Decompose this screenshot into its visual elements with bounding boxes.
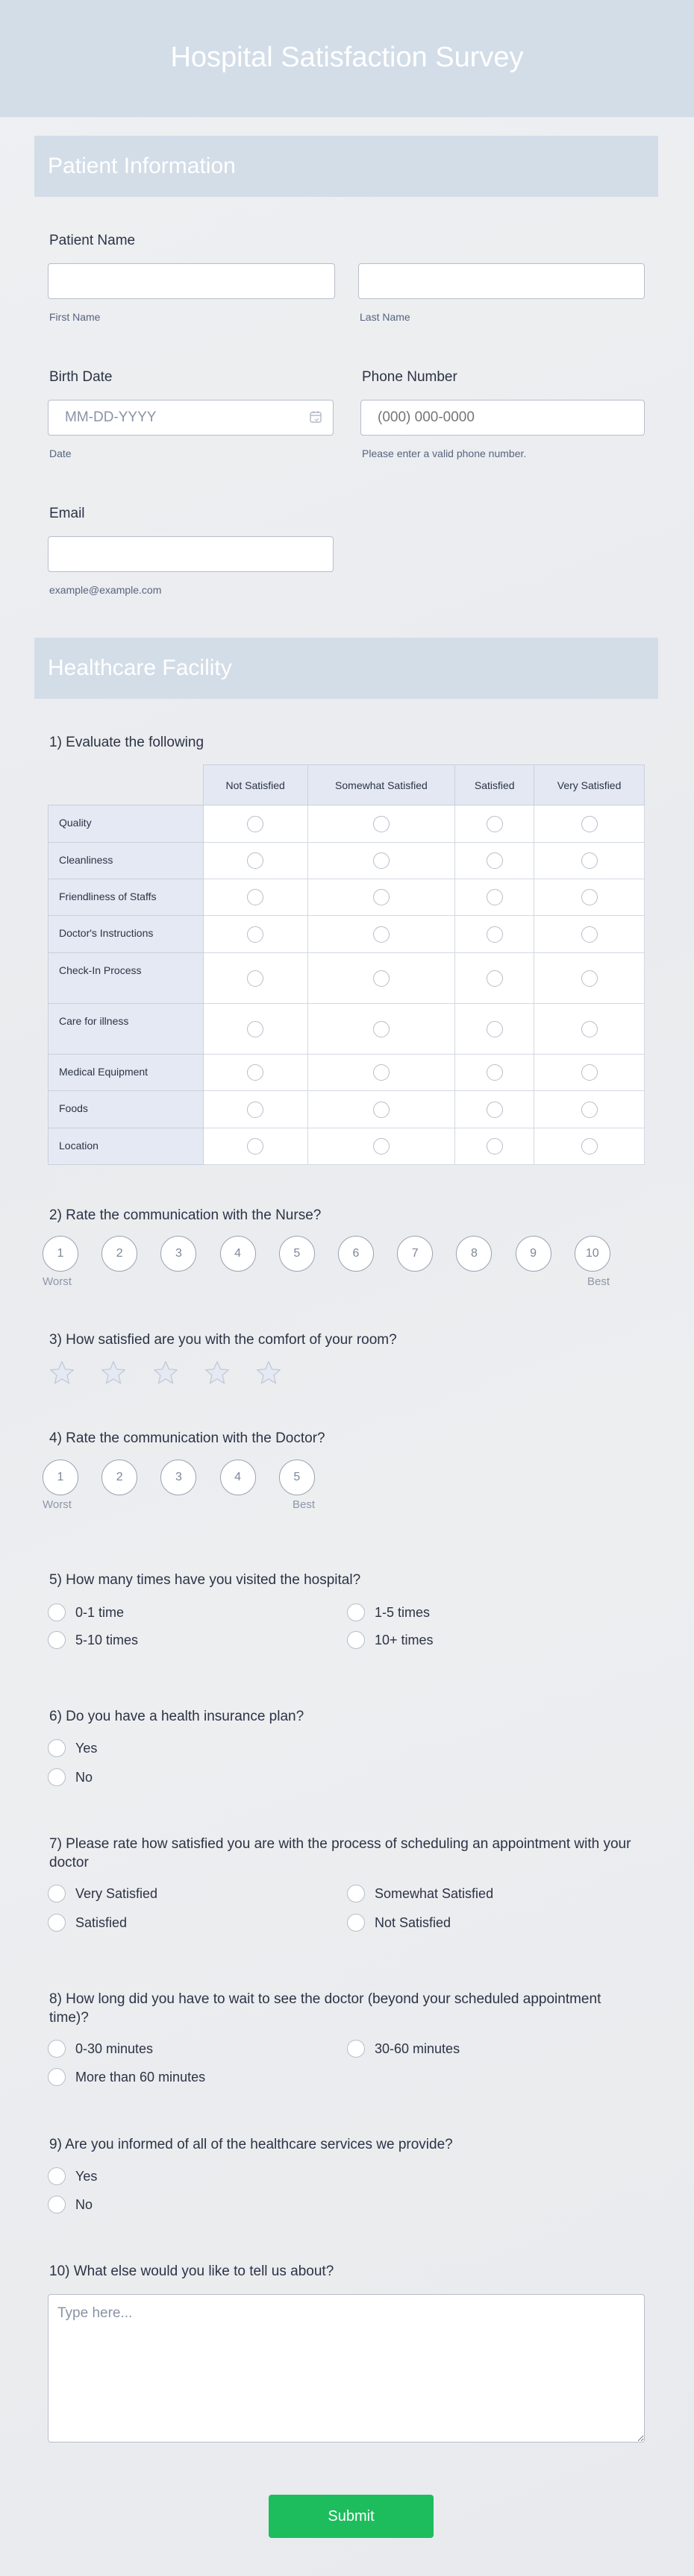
matrix-radio[interactable] <box>581 816 598 832</box>
email-input[interactable] <box>48 536 334 572</box>
rating-option-2[interactable]: 2 <box>101 1236 137 1272</box>
radio-button[interactable] <box>48 1631 66 1649</box>
matrix-radio[interactable] <box>581 889 598 905</box>
option-label: Yes <box>75 1740 98 1756</box>
matrix-cell <box>307 1128 455 1165</box>
star-icon[interactable] <box>48 1360 76 1386</box>
matrix-cell <box>455 879 534 916</box>
option-label: Not Satisfied <box>375 1914 451 1930</box>
radio-button[interactable] <box>347 1603 365 1621</box>
matrix-radio[interactable] <box>487 1138 503 1155</box>
matrix-row <box>49 953 645 1004</box>
q5-option[interactable] <box>347 1603 430 1622</box>
last-name-sublabel: Last Name <box>360 311 410 323</box>
star-icon[interactable] <box>151 1360 180 1386</box>
matrix-cell <box>203 1128 307 1165</box>
matrix-radio[interactable] <box>373 889 390 905</box>
q7-option[interactable] <box>48 1913 127 1932</box>
phone-sublabel: Please enter a valid phone number. <box>362 447 527 459</box>
matrix-radio[interactable] <box>581 852 598 869</box>
calendar-icon[interactable] <box>309 410 322 424</box>
matrix-row-label: Doctor's Instructions <box>49 916 204 953</box>
matrix-cell <box>307 916 455 953</box>
q2-label: 2) Rate the communication with the Nurse? <box>49 1207 322 1223</box>
matrix-row <box>49 916 645 953</box>
matrix-cell <box>534 1004 645 1055</box>
rating-option-1[interactable]: 1 <box>43 1236 78 1272</box>
matrix-cell <box>455 1091 534 1128</box>
q2-worst-label: Worst <box>43 1275 72 1288</box>
q5-option[interactable] <box>347 1630 434 1650</box>
matrix-cell <box>455 953 534 1004</box>
radio-button[interactable] <box>48 1739 66 1757</box>
rating-option-6[interactable]: 6 <box>338 1236 374 1272</box>
rating-option-4[interactable]: 4 <box>220 1460 256 1495</box>
matrix-column-header: Very Satisfied <box>534 765 645 805</box>
rating-option-5[interactable]: 5 <box>279 1236 315 1272</box>
section-healthcare-facility <box>34 638 658 699</box>
matrix-cell <box>203 1055 307 1091</box>
rating-option-9[interactable]: 9 <box>516 1236 551 1272</box>
radio-button[interactable] <box>48 2068 66 2086</box>
matrix-radio[interactable] <box>373 852 390 869</box>
q9-label: 9) Are you informed of all of the healthcare services we provide? <box>49 2137 453 2152</box>
matrix-cell <box>203 1004 307 1055</box>
q4-worst-label: Worst <box>43 1498 72 1511</box>
matrix-radio[interactable] <box>247 816 263 832</box>
matrix-column-header: Somewhat Satisfied <box>307 765 455 805</box>
matrix-row <box>49 1055 645 1091</box>
matrix-radio[interactable] <box>373 970 390 987</box>
q9-option[interactable] <box>48 2167 97 2186</box>
q8-option[interactable] <box>48 2039 153 2058</box>
matrix-radio[interactable] <box>487 889 503 905</box>
option-label: 30-60 minutes <box>375 2041 460 2056</box>
matrix-cell <box>455 916 534 953</box>
rating-option-5[interactable]: 5 <box>279 1460 315 1495</box>
option-label: 5-10 times <box>75 1632 139 1647</box>
matrix-radio[interactable] <box>373 926 390 943</box>
first-name-input[interactable] <box>48 263 335 299</box>
q8-label: 8) How long did you have to wait to see the doctor (beyond your scheduled appointment time)? <box>49 1991 601 2026</box>
q3-label: 3) How satisfied are you with the comfort of your room? <box>49 1332 397 1348</box>
section-title: Patient Information <box>48 154 236 178</box>
q5-label: 5) How many times have you visited the hospital? <box>49 1572 361 1588</box>
matrix-row-label: Quality <box>49 805 204 843</box>
matrix-radio[interactable] <box>373 816 390 832</box>
q5-option[interactable] <box>48 1630 138 1650</box>
form-title: Hospital Satisfaction Survey <box>170 42 524 73</box>
matrix-cell <box>534 879 645 916</box>
radio-button[interactable] <box>347 1631 365 1649</box>
q9-option[interactable] <box>48 2195 93 2214</box>
q4-best-label: Best <box>293 1498 316 1511</box>
matrix-cell <box>203 1091 307 1128</box>
q2-best-label: Best <box>587 1275 610 1288</box>
matrix-radio[interactable] <box>581 1138 598 1155</box>
q1-label: 1) Evaluate the following <box>49 735 204 750</box>
matrix-cell <box>534 1128 645 1165</box>
radio-button[interactable] <box>48 1914 66 1932</box>
radio-button[interactable] <box>48 1768 66 1786</box>
matrix-row-label: Location <box>49 1128 204 1165</box>
matrix-radio[interactable] <box>581 1102 598 1118</box>
feedback-textarea[interactable] <box>48 2294 645 2443</box>
option-label: No <box>75 1769 93 1785</box>
matrix-radio[interactable] <box>487 1102 503 1118</box>
option-label: 0-30 minutes <box>75 2041 154 2056</box>
matrix-radio[interactable] <box>373 1021 390 1037</box>
birth-date-input[interactable] <box>48 400 334 436</box>
matrix-radio[interactable] <box>581 1064 598 1081</box>
q6-label: 6) Do you have a health insurance plan? <box>49 1709 304 1724</box>
submit-button[interactable]: Submit <box>269 2495 434 2538</box>
matrix-cell <box>307 953 455 1004</box>
matrix-row-label: Medical Equipment <box>49 1055 204 1091</box>
matrix-cell <box>534 843 645 879</box>
matrix-cell <box>203 879 307 916</box>
radio-button[interactable] <box>48 2040 66 2058</box>
radio-button[interactable] <box>48 1603 66 1621</box>
matrix-corner <box>49 765 204 805</box>
matrix-cell <box>455 1128 534 1165</box>
q7-option[interactable] <box>48 1884 157 1903</box>
option-label: No <box>75 2196 93 2212</box>
matrix-radio[interactable] <box>247 926 263 943</box>
q7-option[interactable] <box>347 1884 493 1903</box>
q7-label: 7) Please rate how satisfied you are with the process of scheduling an appointment with your doctor <box>49 1836 631 1870</box>
q5-option[interactable] <box>48 1603 124 1622</box>
option-label: Satisfied <box>75 1914 128 1930</box>
matrix-cell <box>534 953 645 1004</box>
radio-button[interactable] <box>347 1914 365 1932</box>
matrix-row <box>49 1128 645 1165</box>
matrix-radio[interactable] <box>487 926 503 943</box>
matrix-cell <box>203 953 307 1004</box>
last-name-input[interactable] <box>358 263 645 299</box>
matrix-cell <box>307 1055 455 1091</box>
star-icon[interactable] <box>254 1360 283 1386</box>
matrix-radio[interactable] <box>373 1102 390 1118</box>
birth-date-placeholder: MM-DD-YYYY <box>65 409 157 425</box>
matrix-cell <box>307 843 455 879</box>
matrix-cell <box>307 805 455 843</box>
radio-button[interactable] <box>48 1885 66 1903</box>
matrix-radio[interactable] <box>487 1064 503 1081</box>
option-label: 0-1 time <box>75 1604 125 1620</box>
matrix-radio[interactable] <box>247 1102 263 1118</box>
matrix-cell <box>455 805 534 843</box>
matrix-radio[interactable] <box>487 852 503 869</box>
matrix-row-label: Friendliness of Staffs <box>49 879 204 916</box>
rating-option-4[interactable]: 4 <box>220 1236 256 1272</box>
section-title: Healthcare Facility <box>48 656 232 680</box>
matrix-radio[interactable] <box>373 1138 390 1155</box>
matrix-radio[interactable] <box>247 970 263 987</box>
matrix-cell <box>455 843 534 879</box>
matrix-cell <box>203 843 307 879</box>
q6-option[interactable] <box>48 1768 93 1787</box>
phone-label: Phone Number <box>362 369 457 385</box>
rating-option-1[interactable]: 1 <box>43 1460 78 1495</box>
q8-option[interactable] <box>347 2039 460 2058</box>
matrix-row <box>49 1091 645 1128</box>
option-label: More than 60 minutes <box>75 2069 206 2085</box>
email-label: Email <box>49 506 85 521</box>
matrix-row-label: Foods <box>49 1091 204 1128</box>
matrix-row-label: Cleanliness <box>49 843 204 879</box>
matrix-row <box>49 805 645 843</box>
matrix-row <box>49 1004 645 1055</box>
phone-input[interactable] <box>360 400 645 436</box>
matrix-radio[interactable] <box>487 1021 503 1037</box>
matrix-column-header: Satisfied <box>455 765 534 805</box>
matrix-radio[interactable] <box>247 1138 263 1155</box>
patient-name-label: Patient Name <box>49 233 136 248</box>
radio-button[interactable] <box>347 1885 365 1903</box>
q4-label: 4) Rate the communication with the Doctor? <box>49 1430 325 1446</box>
radio-button[interactable] <box>48 2167 66 2185</box>
matrix-cell <box>534 805 645 843</box>
matrix-radio[interactable] <box>247 1064 263 1081</box>
radio-button[interactable] <box>48 2196 66 2214</box>
email-sublabel: example@example.com <box>49 584 162 596</box>
option-label: 10+ times <box>375 1632 434 1647</box>
matrix-cell <box>203 805 307 843</box>
matrix-radio[interactable] <box>247 889 263 905</box>
star-icon[interactable] <box>203 1360 231 1386</box>
first-name-sublabel: First Name <box>49 311 101 323</box>
star-icon[interactable] <box>99 1360 128 1386</box>
matrix-cell <box>203 916 307 953</box>
q7-option[interactable] <box>347 1913 451 1932</box>
q10-label: 10) What else would you like to tell us about? <box>49 2264 334 2279</box>
q8-option[interactable] <box>48 2067 205 2087</box>
matrix-cell <box>534 1091 645 1128</box>
matrix-radio[interactable] <box>581 1021 598 1037</box>
birth-date-label: Birth Date <box>49 369 113 385</box>
matrix-row-label: Check-In Process <box>49 953 204 1004</box>
matrix-row <box>49 879 645 916</box>
section-patient-information <box>34 136 658 197</box>
rating-option-8[interactable]: 8 <box>456 1236 492 1272</box>
matrix-cell <box>455 1055 534 1091</box>
rating-option-3[interactable]: 3 <box>160 1236 196 1272</box>
matrix-cell <box>307 879 455 916</box>
rating-option-2[interactable]: 2 <box>101 1460 137 1495</box>
matrix-radio[interactable] <box>373 1064 390 1081</box>
matrix-row-label: Care for illness <box>49 1004 204 1055</box>
option-label: Yes <box>75 2168 98 2184</box>
matrix-radio[interactable] <box>581 970 598 987</box>
form-header <box>0 0 694 117</box>
matrix-cell <box>534 1055 645 1091</box>
matrix-cell <box>534 916 645 953</box>
matrix-cell <box>307 1091 455 1128</box>
option-label: Somewhat Satisfied <box>375 1885 494 1901</box>
matrix-radio[interactable] <box>247 852 263 869</box>
rating-option-7[interactable]: 7 <box>397 1236 433 1272</box>
q6-option[interactable] <box>48 1738 97 1758</box>
matrix-row <box>49 843 645 879</box>
matrix-radio[interactable] <box>487 816 503 832</box>
matrix-cell <box>455 1004 534 1055</box>
matrix-radio[interactable] <box>247 1021 263 1037</box>
matrix-column-header: Not Satisfied <box>203 765 307 805</box>
matrix-radio[interactable] <box>581 926 598 943</box>
radio-button[interactable] <box>347 2040 365 2058</box>
option-label: 1-5 times <box>375 1604 431 1620</box>
rating-option-10[interactable]: 10 <box>575 1236 610 1272</box>
matrix-cell <box>307 1004 455 1055</box>
rating-option-3[interactable]: 3 <box>160 1460 196 1495</box>
matrix-radio[interactable] <box>487 970 503 987</box>
option-label: Very Satisfied <box>75 1885 158 1901</box>
evaluation-matrix <box>48 764 645 1165</box>
birth-date-sublabel: Date <box>49 447 72 459</box>
